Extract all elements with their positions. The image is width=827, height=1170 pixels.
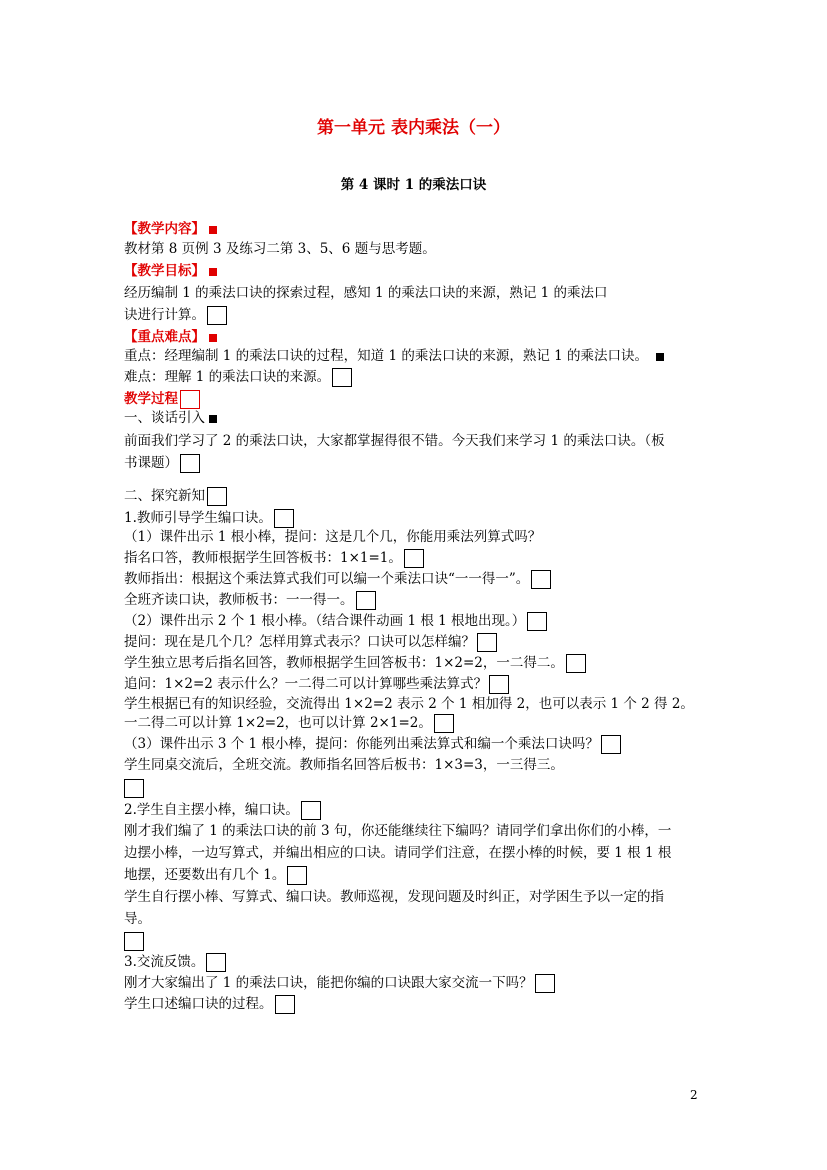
- goal-text: 经历编制 1 的乘法口诀的探索过程，感知 1 的乘法口诀的来源，熟记 1 的乘法口: [124, 285, 608, 301]
- line-06: （1）课件出示 1 根小棒，提问：这是几个几，你能用乘法列算式吗？: [124, 529, 542, 545]
- line-21: 地摆，还要数出有几个 1。: [124, 866, 714, 885]
- line-15: 一二得二可以计算 1×2=2，也可以计算 2×1=2。: [124, 714, 714, 733]
- line-17: 学生同桌交流后，全班交流。教师指名回答后板书：1×3=3，一三得三。: [124, 757, 564, 773]
- empty-box: [404, 549, 424, 568]
- empty-box: [180, 390, 200, 409]
- line-26: 学生口述编口诀的过程。: [124, 995, 714, 1014]
- empty-box: [535, 974, 555, 993]
- empty-box: [301, 801, 321, 820]
- line-12: 学生独立思考后指名回答，教师根据学生回答板书：1×2=2，一二得二。: [124, 654, 714, 673]
- line-16: （3）课件出示 3 个 1 根小棒，提问：你能列出乘法算式和编一个乘法口诀吗？: [124, 735, 714, 754]
- empty-box: [275, 995, 295, 1014]
- empty-box: [287, 866, 307, 885]
- line-25: 刚才大家编出了 1 的乘法口诀，能把你编的口诀跟大家交流一下吗？: [124, 974, 714, 993]
- empty-box: [601, 735, 621, 754]
- red-square-icon: [209, 268, 217, 276]
- line-02: 前面我们学习了 2 的乘法口诀，大家都掌握得很不错。今天我们来学习 1 的乘法口诀。（板: [124, 433, 665, 449]
- empty-box: [489, 675, 509, 694]
- content-text: 教材第 8 页例 3 及练习二第 3、5、6 题与思考题。: [124, 241, 436, 257]
- line-05: 1.教师引导学生编口诀。: [124, 509, 714, 528]
- line-04: 二、探究新知: [124, 487, 714, 506]
- line-24: 3.交流反馈。: [124, 953, 714, 972]
- black-square-icon: [656, 353, 664, 361]
- line-03: 书课题）: [124, 454, 714, 473]
- red-square-icon: [209, 334, 217, 342]
- empty-box: [477, 633, 497, 652]
- section-heading-goal: 【教学目标】: [124, 262, 714, 281]
- line-08: 教师指出：根据这个乘法算式我们可以编一个乘法口诀“一一得一”。: [124, 570, 714, 589]
- line-20: 边摆小棒，一边写算式，并编出相应的口诀。请同学们注意，在摆小棒的时候，要 1 根 1 根: [124, 845, 672, 861]
- page-title: 第一单元 表内乘法（一）: [317, 118, 510, 138]
- empty-box: [124, 932, 144, 951]
- difficulty-text: 难点：理解 1 的乘法口诀的来源。: [124, 368, 714, 387]
- empty-box: [180, 454, 200, 473]
- line-10: （2）课件出示 2 个 1 根小棒。（结合课件动画 1 根 1 根地出现。）: [124, 612, 714, 631]
- empty-box: [274, 509, 294, 528]
- line-19: 刚才我们编了 1 的乘法口诀的前 3 句，你还能继续往下编吗？请同学们拿出你们的小棒，一: [124, 823, 672, 839]
- empty-box: [207, 487, 227, 506]
- line-22: 学生自行摆小棒、写算式、编口诀。教师巡视，发现问题及时纠正，对学困生予以一定的指: [124, 889, 664, 905]
- page-number: 2: [690, 1088, 698, 1102]
- line-13: 追问：1×2=2 表示什么？一二得二可以计算哪些乘法算式？: [124, 675, 714, 694]
- line-23: 导。: [124, 911, 151, 927]
- empty-box: [124, 779, 144, 798]
- red-square-icon: [209, 226, 217, 234]
- section-heading-content: 【教学内容】: [124, 220, 714, 240]
- line-23-box: [124, 932, 714, 951]
- empty-box: [332, 368, 352, 387]
- line-11: 提问：现在是几个几？怎样用算式表示？口诀可以怎样编？: [124, 633, 714, 652]
- lesson-subtitle: 第 4 课时 1 的乘法口诀: [340, 177, 487, 193]
- empty-box: [207, 306, 227, 325]
- empty-box: [531, 570, 551, 589]
- empty-box: [206, 953, 226, 972]
- section-heading-process: 教学过程: [124, 390, 714, 409]
- section-heading-key: 【重点难点】: [124, 328, 714, 347]
- empty-box: [527, 612, 547, 631]
- line-07: 指名口答，教师根据学生回答板书：1×1=1。: [124, 549, 714, 568]
- goal-text-cont: 诀进行计算。: [124, 306, 714, 325]
- empty-box: [566, 654, 586, 673]
- key-text: 重点：经理编制 1 的乘法口诀的过程，知道 1 的乘法口诀的来源，熟记 1 的乘法口诀。: [124, 347, 714, 366]
- line-09: 全班齐读口诀，教师板书：一一得一。: [124, 591, 714, 610]
- line-17-box: [124, 779, 714, 798]
- line-01: 一、谈话引入: [124, 409, 714, 428]
- line-18: 2.学生自主摆小棒，编口诀。: [124, 801, 714, 820]
- document-body: [124, 220, 714, 1014]
- empty-box: [356, 591, 376, 610]
- empty-box: [434, 714, 454, 733]
- black-square-icon: [209, 415, 217, 423]
- line-14: 学生根据已有的知识经验，交流得出 1×2=2 表示 2 个 1 相加得 2，也可以表示 1 个 2 得 2。: [124, 696, 694, 712]
